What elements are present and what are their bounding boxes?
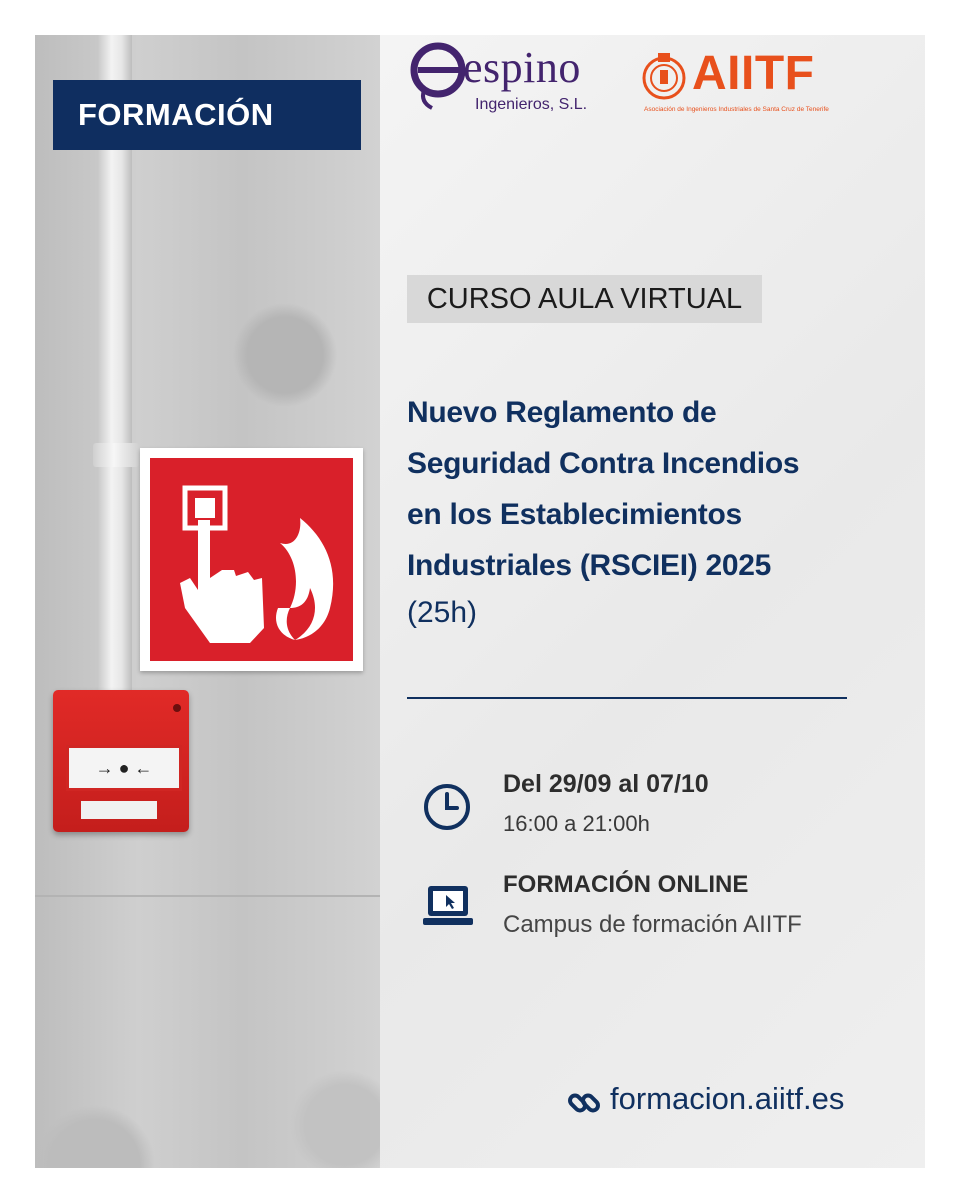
fire-alarm-photo xyxy=(35,35,381,1168)
espino-logo xyxy=(410,40,610,130)
modality-title: FORMACIÓN ONLINE xyxy=(503,871,749,898)
espino-wordmark: espino xyxy=(463,43,581,92)
espino-subtitle: Ingenieros, S.L. xyxy=(475,96,588,113)
course-title-line-1: Nuevo Reglamento de xyxy=(407,396,717,429)
schedule-dates: Del 29/09 al 07/10 xyxy=(503,770,709,798)
modality-subtitle: Campus de formación AIITF xyxy=(503,911,802,938)
course-title-line-4: Industriales (RSCIEI) 2025 xyxy=(407,549,771,582)
aiitf-logo xyxy=(640,47,840,130)
aiitf-subtitle: Asociación de Ingenieros Industriales de Santa Cruz de Tenerife xyxy=(644,106,829,113)
manual-call-point xyxy=(53,690,189,832)
indicator-light xyxy=(173,704,181,712)
fire-alarm-sign xyxy=(140,448,363,671)
flyer xyxy=(35,35,925,1168)
aiitf-seal-icon xyxy=(640,50,688,102)
clock-icon xyxy=(422,782,472,832)
laptop-icon xyxy=(422,883,474,929)
link-icon xyxy=(566,1085,602,1121)
course-title-line-3: en los Establecimientos xyxy=(407,498,742,531)
espino-e-icon xyxy=(410,40,465,110)
schedule-hours: 16:00 a 21:00h xyxy=(503,811,650,836)
fire-alarm-pictogram-icon xyxy=(150,458,353,661)
course-title-line-2: Seguridad Contra Incendios xyxy=(407,447,800,480)
aiitf-wordmark: AIITF xyxy=(692,47,815,100)
website-link[interactable]: formacion.aiitf.es xyxy=(610,1081,845,1116)
call-point-label-strip xyxy=(81,801,157,819)
course-type-badge: CURSO AULA VIRTUAL xyxy=(407,275,762,323)
course-duration: (25h) xyxy=(407,596,478,629)
pipe-clip xyxy=(93,443,139,467)
call-point-window: → ● ← xyxy=(66,745,182,791)
divider xyxy=(407,697,847,699)
section-tag: FORMACIÓN xyxy=(53,80,361,150)
concrete-joint xyxy=(35,895,380,897)
